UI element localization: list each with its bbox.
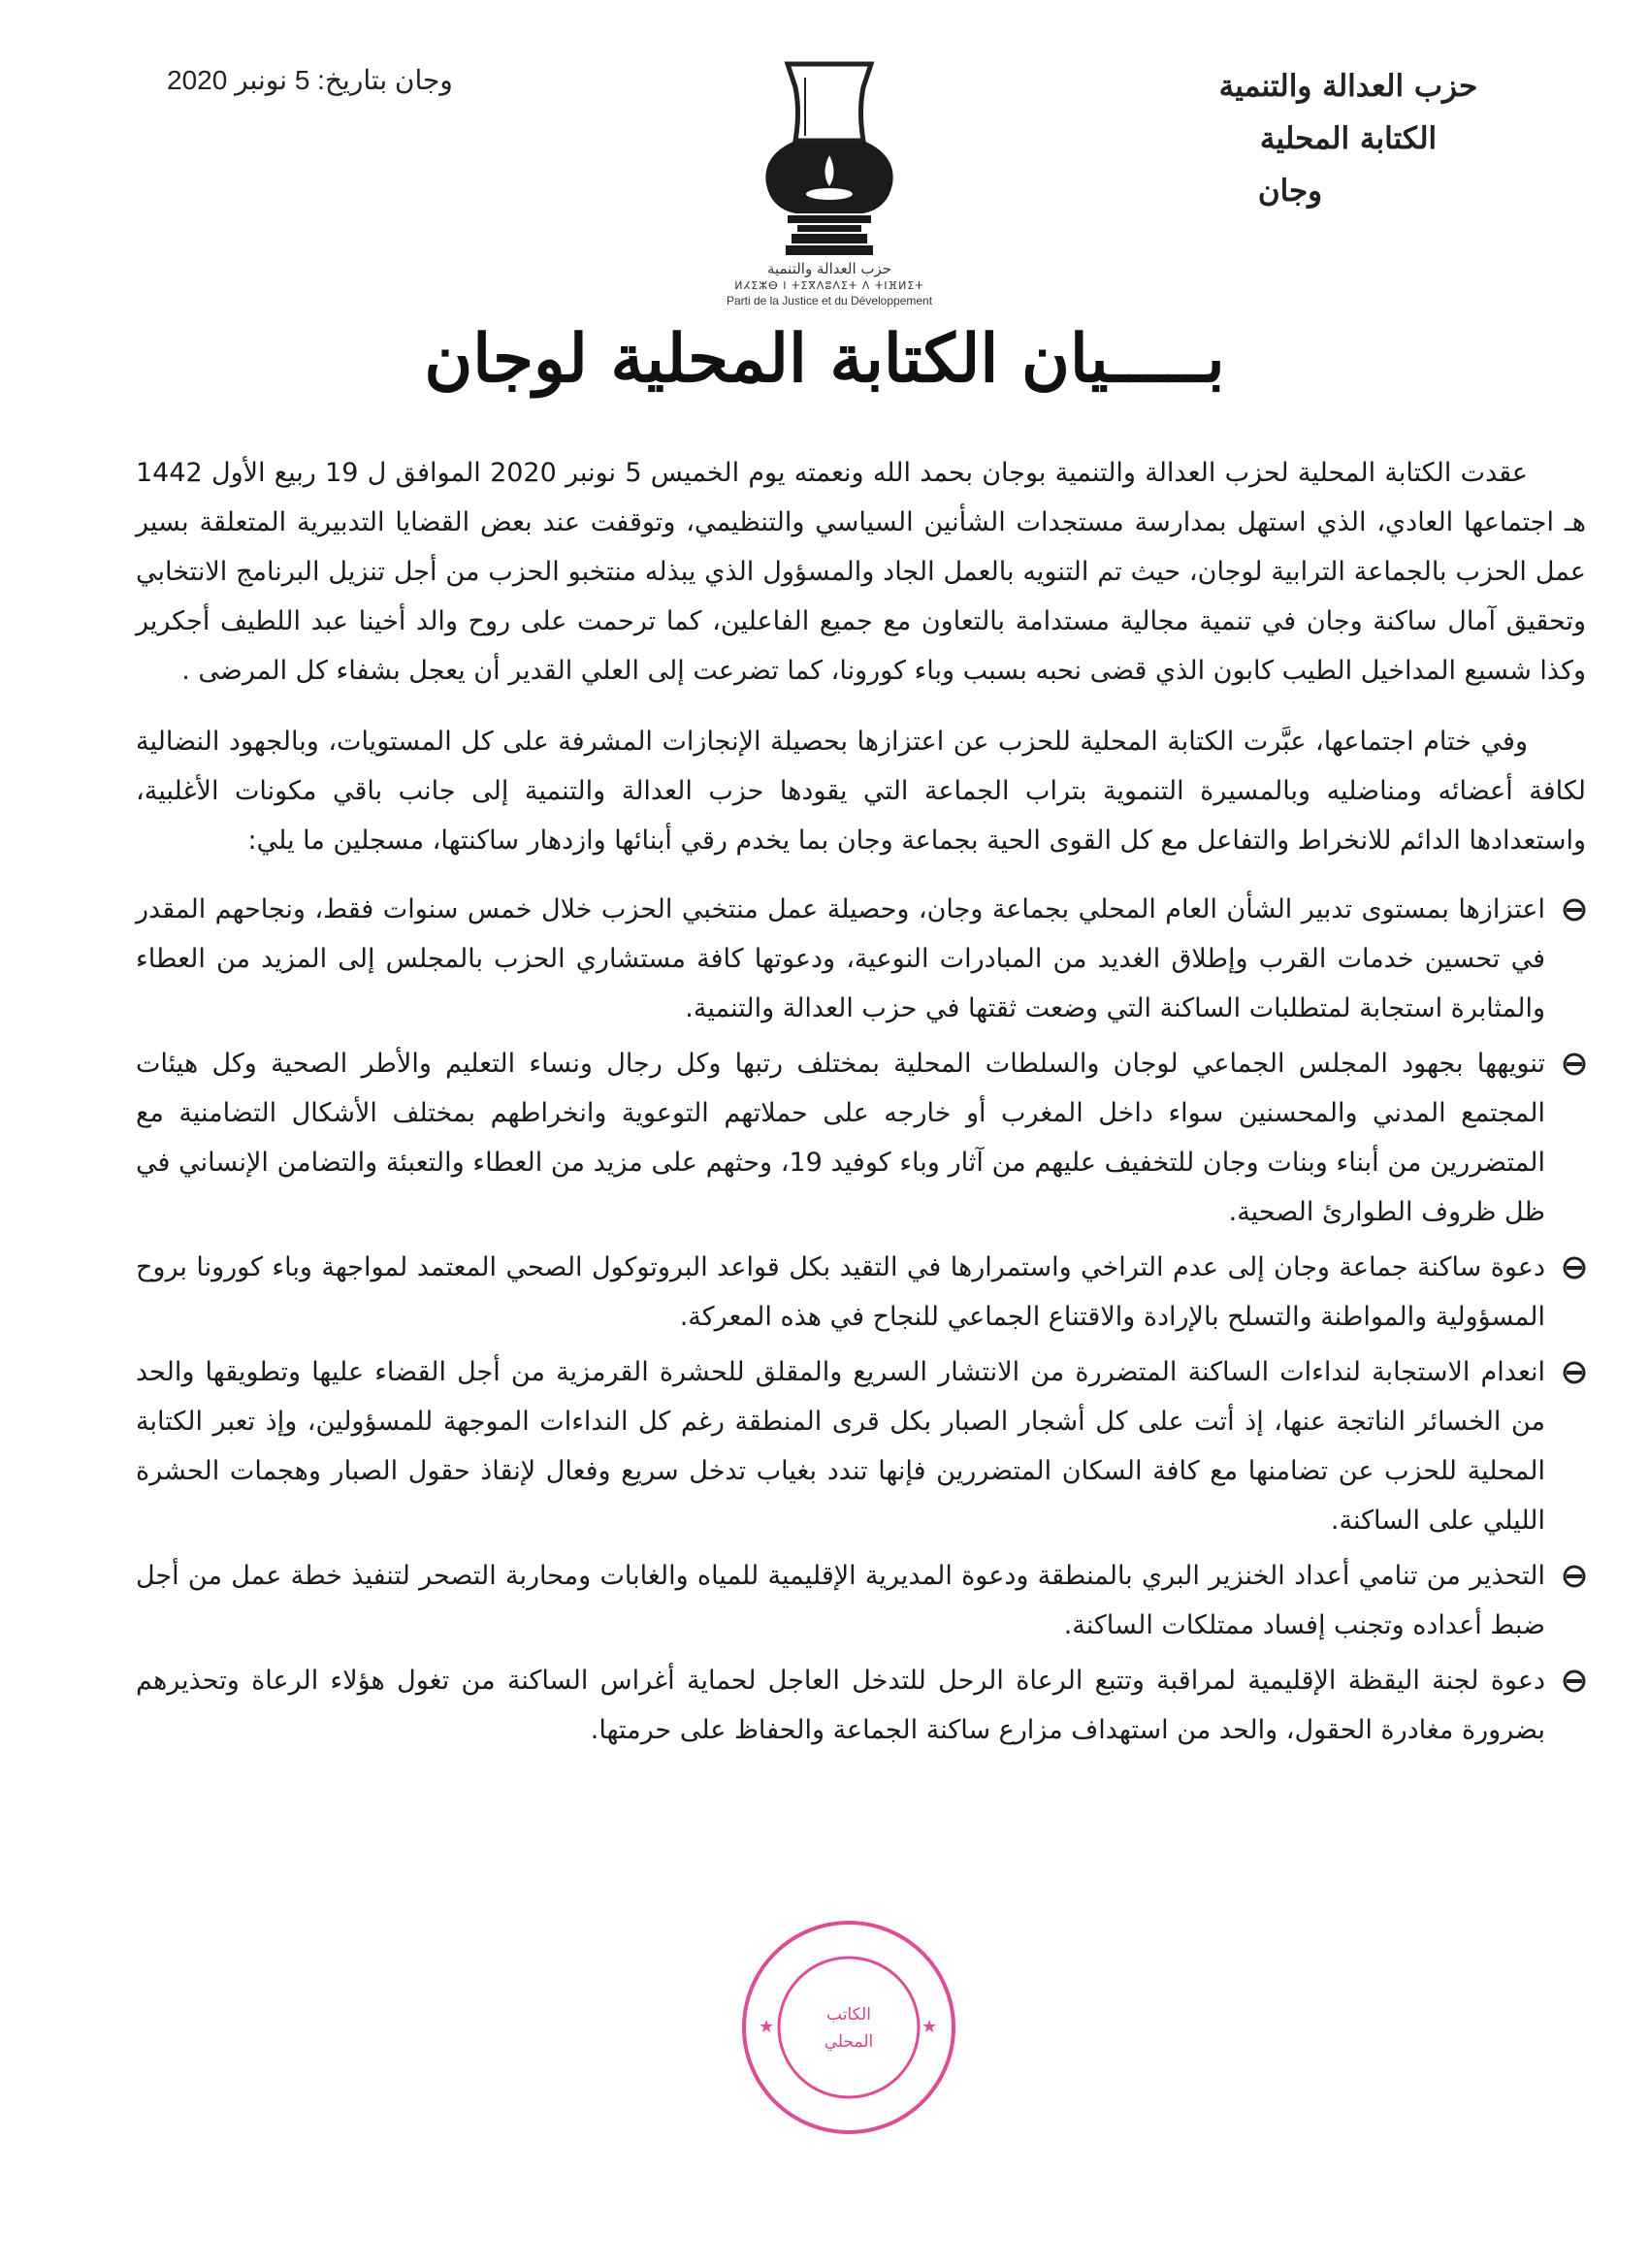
arrow-bullet-icon xyxy=(1563,1669,1586,1693)
arrow-bullet-icon xyxy=(1563,1256,1586,1280)
party-name: حزب العدالة والتنمية xyxy=(1218,69,1478,104)
logo-caption-french: Parti de la Justice et du Développement xyxy=(726,294,933,308)
svg-text:★: ★ xyxy=(759,2017,775,2037)
list-item xyxy=(136,1243,1586,1342)
stamp-line-2: المحلي xyxy=(824,2032,874,2052)
lamp-icon xyxy=(718,58,941,262)
official-stamp xyxy=(737,1916,960,2139)
point-text: تنويهها بجهود المجلس الجماعي لوجان والسلطات المحلية بمختلف رتبها وكل رجال ونساء التعليم والأطر الصحية وكل هيئات المجتمع المدني والمحسنين سواء داخل المغرب أو خارجه على حملاتهم التوعوية وانخراطهم بمختلف الأشكال التضامنية مع المتضررين من أبناء وبنات وجان للتخفيف عليهم من آثار وباء كوفيد 19، وحثهم على مزيد من العطاء والتعبئة والتضامن الإنساني في ظل ظروف الطوارئ الصحية. xyxy=(136,1049,1545,1227)
office-name: الكتابة المحلية xyxy=(1259,121,1438,156)
logo-caption-tifinagh: ⵍⵃⵉⵣⴱ ⵏ ⵜⵉⴳⴷⵓⴷⵉⵜ ⴷ ⵜⵏⴼⵍⵉⵜ xyxy=(734,279,924,292)
stamp-inner-text xyxy=(737,2001,960,2056)
point-text: اعتزازها بمستوى تدبير الشأن العام المحلي بجماعة وجان، وحصيلة عمل منتخبي الحزب خلال خمس سنوات فقط، ونجاحهم المقدر في تحسين خدمات القرب وإطلاق الغديد من المبادرات النوعية، ودعوتها كافة مستشاري الحزب بالمجلس إلى المزيد من العطاء والمثابرة استجابة لمتطلبات الساكنة التي وضعت ثقتها في حزب العدالة والتنمية. xyxy=(136,894,1545,1023)
arrow-bullet-icon xyxy=(1563,1361,1586,1384)
stamp-line-1: الكاتب xyxy=(826,2005,871,2025)
list-item xyxy=(136,1656,1586,1755)
arrow-bullet-icon xyxy=(1563,898,1586,922)
document-date: وجان بتاريخ: 5 نونبر 2020 xyxy=(167,65,453,95)
point-text: دعوة ساكنة جماعة وجان إلى عدم التراخي واستمرارها في التقيد بكل قواعد البروتوكول الصحي المعتمد لمواجهة وباء كورونا بروح المسؤولية والمواطنة والتسلح بالإرادة والاقتناع الجماعي للنجاح في هذه المعركة. xyxy=(136,1252,1545,1332)
letterhead xyxy=(1183,60,1513,217)
arrow-bullet-icon xyxy=(1563,1053,1586,1076)
party-logo xyxy=(718,58,941,308)
document-title: بـــــيان الكتابة المحلية لوجان xyxy=(424,320,1225,398)
list-item xyxy=(136,1347,1586,1545)
arrow-bullet-icon xyxy=(1563,1565,1586,1588)
point-text: التحذير من تنامي أعداد الخنزير البري بالمنطقة ودعوة المديرية الإقليمية للمياه والغابات ومحاربة التصحر لتنفيذ خطة عمل من أجل ضبط أعداده وتجنب إفساد ممتلكات الساكنة. xyxy=(136,1561,1545,1640)
document-body xyxy=(136,448,1586,1755)
list-item xyxy=(136,885,1586,1033)
points-list xyxy=(136,885,1586,1755)
list-item xyxy=(136,1551,1586,1650)
point-text: دعوة لجنة اليقظة الإقليمية لمراقبة وتتبع الرعاة الرحل للتدخل العاجل لحماية أغراس الساكنة من تغول هؤلاء الرعاة وتحذيرهم بضرورة مغادرة الحقول، والحد من استهداف مزارع ساكنة الجماعة والحفاظ على حرمتها. xyxy=(136,1666,1545,1745)
city-name: وجان xyxy=(1257,174,1323,209)
closing-paragraph: وفي ختام اجتماعها، عبَّرت الكتابة المحلية للحزب عن اعتزازها بحصيلة الإنجازات المشرفة على كل المستويات، وبالجهود النضالية لكافة أعضائه ومناضليه وبالمسيرة التنموية بتراب الجماعة التي يقودها حزب العدالة والتنمية إلى جانب باقي مكونات الأغلبية، واستعدادها الدائم للانخراط والتفاعل مع كل القوى الحية بجماعة وجان بما يخدم رقي أبنائها وازدهار ساكنتها، مسجلين ما يلي: xyxy=(136,727,1586,856)
intro-paragraph: عقدت الكتابة المحلية لحزب العدالة والتنمية بوجان بحمد الله ونعمته يوم الخميس 5 نونبر 2020 الموافق ل 19 ربيع الأول 1442 هـ اجتماعها العادي، الذي استهل بمدارسة مستجدات الشأنين السياسي والتنظيمي، وتوقفت عند بعض القضايا التدبيرية المتعلقة بسير عمل الحزب بالجماعة الترابية لوجان، حيث تم التنويه بالعمل الجاد والمسؤول الذي يبذله منتخبو الحزب من أجل تنزيل البرنامج الانتخابي وتحقيق آمال ساكنة وجان في تنمية مجالية مستدامة بالتعاون مع جميع الفاعلين، كما ترحمت على روح والد أخينا عبد اللطيف أجكرير وكذا شسيع المداخيل الطيب كابون الذي قضى نحبه بسبب وباء كورونا، كما تضرعت إلى العلي القدير أن يعجل بشفاء كل المرضى . xyxy=(136,458,1586,686)
list-item xyxy=(136,1039,1586,1237)
logo-caption-arabic: حزب العدالة والتنمية xyxy=(766,260,892,277)
point-text: انعدام الاستجابة لنداءات الساكنة المتضررة من الانتشار السريع والمقلق للحشرة القرمزية من أجل القضاء عليها وتطويقها والحد من الخسائر الناتجة عنها، إذ أتت على كل أشجار الصبار بكل قرى المنطقة رغم كل النداءات الموجهة للمسؤولين، وإذ تعبر الكتابة المحلية للحزب عن تضامنها مع كافة السكان المتضررين فإنها تندد بغياب تدخل سريع وفعال لإنقاذ حقول الصبار وهجمات الحشرة الليلي على الساكنة. xyxy=(136,1357,1545,1536)
svg-text:★: ★ xyxy=(922,2017,938,2037)
